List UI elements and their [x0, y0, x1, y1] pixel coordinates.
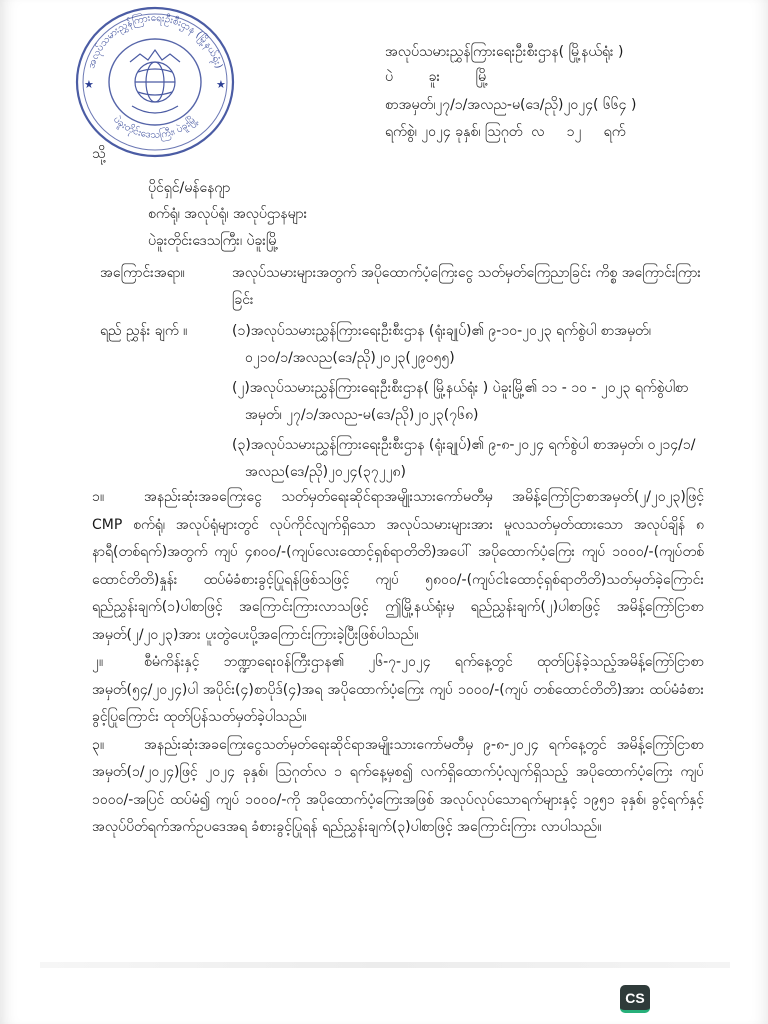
letter-number: စာအမှတ်၊၂၇/၁/အလည-မ(ဒေ/ညို)၂၀၂၄( ၆၆၄ ) — [385, 97, 637, 113]
reference-item: (၁)အလုပ်သမားညွှန်ကြားရေးဦးစီးဌာန (ရုံးချုပ်)၏ ၉-၁၀-၂၀၂၃ ရက်စွဲပါ စာအမှတ်၊ ၀၂၁၀/၁/အလည(ဒေ/ညို)၂၀၂၃(၂၉၀၅၅) — [232, 323, 651, 366]
recipient-to-label: သို့ — [92, 146, 106, 162]
camscanner-logo: CS — [620, 985, 650, 1013]
subject-label: အကြောင်းအရာ။ — [100, 265, 185, 281]
subject-text: အလုပ်သမားများအတွက် အပိုထောက်ပံ့ကြေးငွေ သတ်မှတ်ကြေညာခြင်း ကိစ္စ အကြောင်းကြားခြင်း — [232, 265, 701, 308]
seal-bottom-text: ပဲခူးတိုင်းဒေသကြီး၊ ပဲခူးမြို့ — [111, 113, 199, 141]
seal-top-text: အလုပ်သမားညွှန်ကြားရေးဦးစီးဌာန (မြို့နယ်ရုံး) — [86, 12, 224, 70]
reference-item: (၃)အလုပ်သမားညွှန်ကြားရေးဦးစီးဌာန (ရုံးချုပ်)၏ ၉-၈-၂၀၂၄ ရက်စွဲပါ စာအမှတ်၊ ၀၂၁၄/၁/အလည(ဒေ/ညို)၂၀၂၄(၃၇၂၂၈) — [232, 437, 696, 480]
recipient-line: စက်ရုံ၊ အလုပ်ရုံ၊ အလုပ်ဌာနများ — [148, 206, 308, 222]
svg-text:ပဲခူးတိုင်းဒေသကြီး၊ ပဲခူးမြို့ — [111, 111, 200, 142]
recipient-line: ပိုင်ရှင်/မန်နေဂျာ — [148, 180, 231, 196]
paragraph-text: အနည်းဆုံးအခကြေးငွေ သတ်မှတ်ရေးဆိုင်ရာအမျိုးသားကော်မတီမှ အမိန့်ကြော်ငြာစာအမှတ်(၂/၂၀၂၃)ဖြင့် CMP စက်ရုံ၊ အလုပ်ရုံများတွင် လုပ်ကိုင်လျက်ရှိသော အလုပ်သမားများအား မူလသတ်မှတ်ထားသော အလုပ်ချိန် ၈ နာရီ(တစ်ရက်)အတွက် ကျပ် ၄၈၀၀/-(ကျပ်လေးထောင့်ရှစ်ရာတိတိ)အပေါ် အပိုထောက်ပံ့ကြေး ကျပ် ၁၀၀၀/-(ကျပ်တစ်ထောင်တိတိ)နှုန်း ထပ်မံခံစားခွင့်ပြုရန်ဖြစ်သဖြင့် ကျပ် ၅၈၀၀/-(ကျပ်ငါးထောင့်ရှစ်ရာတိတိ)သတ်မှတ်ခဲ့ကြောင်း ရည်ညွှန်းချက်(၁)ပါစာဖြင့် အကြောင်းကြားလာသဖြင့် ဤမြို့နယ်ရုံးမှ ရည်ညွှန်းချက်(၂)ပါစာဖြင့် အမိန့်ကြော်ငြာစာအမှတ်(၂/၂၀၂၃)အား ပူးတွဲပေးပို့အကြောင်းကြားခဲ့ပြီးဖြစ်ပါသည်။ — [92, 489, 704, 643]
sender-office: အလုပ်သမားညွှန်ကြားရေးဦးစီးဌာန( မြို့နယ်ရုံး ) — [385, 44, 624, 60]
reference-item: (၂)အလုပ်သမားညွှန်ကြားရေးဦးစီးဌာန( မြို့နယ်ရုံး ) ပဲခူးမြို့၏ ၁၁ - ၁၀ - ၂၀၂၃ ရက်စွဲပါစာအမှတ်၊ ၂၇/၁/အလည-မ(ဒေ/ညို)၂၀၂၃(၇၆၈) — [232, 380, 689, 423]
references-list — [232, 318, 702, 489]
letter-date: ရက်စွဲ၊ ၂၀၂၄ ခုနှစ်၊ ဩဂုတ် လ ၁၂ ရက် — [385, 124, 626, 140]
references-label: ရည် ညွှန်း ချက် ။ — [100, 323, 188, 339]
scan-shadow-band — [40, 962, 730, 968]
seal-star-left-icon: ★ — [84, 78, 94, 91]
sender-city: ပဲ ခူး မြို့ — [385, 69, 489, 85]
seal-emblem-icon — [130, 50, 180, 113]
seal-star-right-icon: ★ — [216, 78, 226, 91]
recipient-line: ပဲခူးတိုင်းဒေသကြီး၊ ပဲခူးမြို့ — [148, 233, 279, 249]
paragraph-text: စီမံကိန်းနှင့် ဘဏ္ဍာရေးဝန်ကြီးဌာန၏ ၂၆-၇-၂၀၂၄ ရက်နေ့တွင် ထုတ်ပြန်ခဲ့သည့်အမိန့်ကြော်ငြာစာအမှတ်(၅၄/၂၀၂၄)ပါ အပိုင်း(၄)စာပိုဒ်(၄)အရ အပိုထောက်ပံ့ကြေး ကျပ် ၁၀၀၀/-(ကျပ် တစ်ထောင်တိတိ)အား ထပ်မံခံစားခွင့်ပြုကြောင်း ထုတ်ပြန်သတ်မှတ်ခဲ့ပါသည်။ — [92, 654, 704, 725]
letter-body — [92, 484, 704, 842]
svg-text:အလုပ်သမားညွှန်ကြားရေးဦးစီးဌာန — [86, 10, 224, 70]
body-paragraph — [92, 484, 704, 649]
body-paragraph — [92, 732, 704, 842]
paragraph-text: အနည်းဆုံးအခကြေးငွေသတ်မှတ်ရေးဆိုင်ရာအမျိုးသားကော်မတီမှ ၉-၈-၂၀၂၄ ရက်နေ့တွင် အမိန့်ကြော်ငြာစာအမှတ်(၁/၂၀၂၄)ဖြင့် ၂၀၂၄ ခုနှစ်၊ ဩဂုတ်လ ၁ ရက်နေ့မှစ၍ လက်ရှိထောက်ပံ့လျက်ရှိသည့် အပိုထောက်ပံ့ကြေး ကျပ် ၁၀၀၀/-အပြင် ထပ်မံ၍ ကျပ် ၁၀၀၀/-ကို အပိုထောက်ပံ့ကြေးအဖြစ် အလုပ်လုပ်သောရက်များနှင့် ၁၉၅၁ ခုနှစ်၊ ခွင့်ရက်နှင့် အလုပ်ပိတ်ရက်အက်ဥပဒေအရ ခံစားခွင့်ပြုရန် ရည်ညွှန်းချက်(၃)ပါစာဖြင့် အကြောင်းကြား လာပါသည်။ — [92, 736, 704, 835]
paragraph-number: ၂။ — [92, 654, 104, 670]
body-paragraph — [92, 649, 704, 732]
paragraph-number: ၁။ — [92, 489, 105, 505]
paragraph-number: ၃။ — [92, 736, 105, 753]
office-seal — [70, 2, 240, 162]
